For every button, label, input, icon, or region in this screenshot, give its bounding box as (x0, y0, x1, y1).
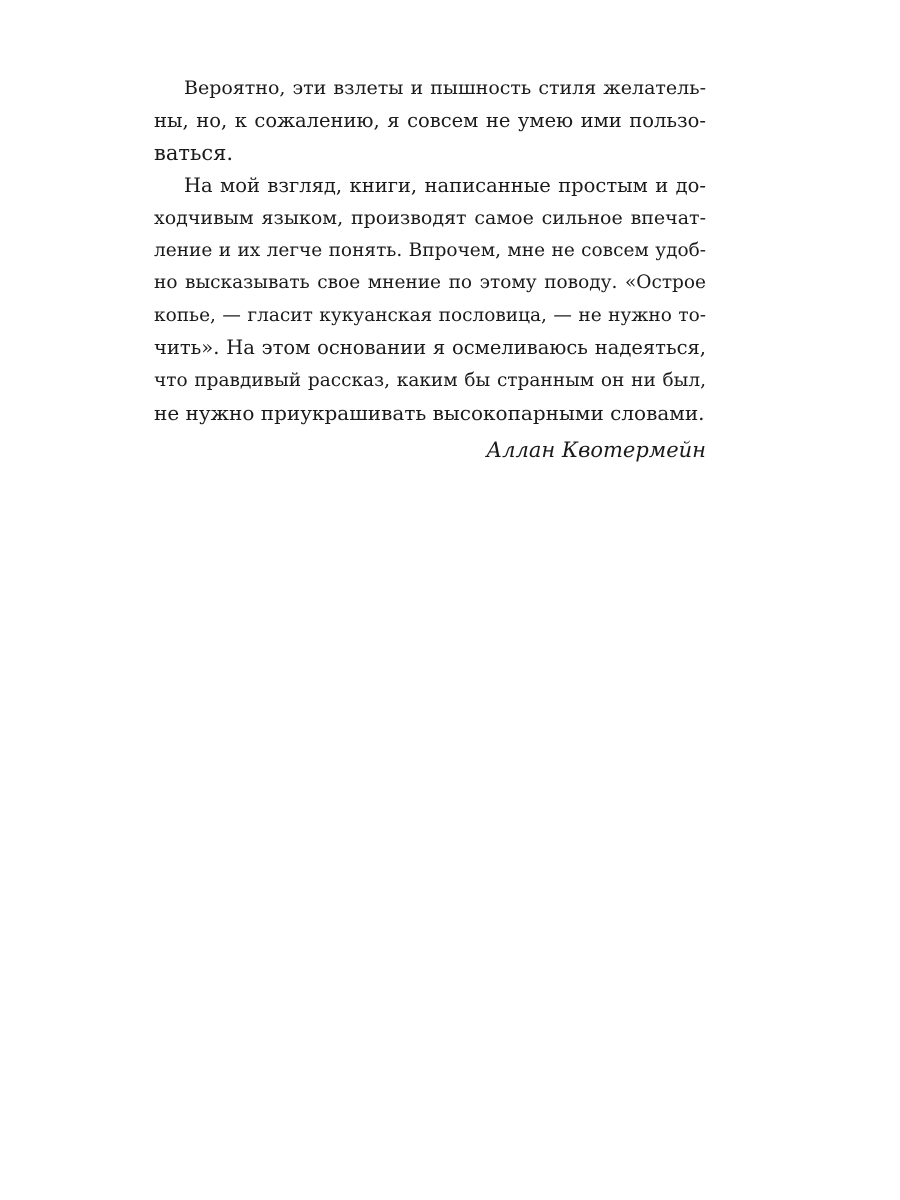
text-line: На мой взгляд, книги, написанные простым и до- (184, 173, 706, 197)
text-line: что правдивый рассказ, каким бы странным он ни был, (154, 369, 706, 391)
text-block (154, 72, 706, 470)
text-line: ление и их легче понять. Впрочем, мне не совсем удоб- (154, 239, 706, 261)
author-signature: Аллан Квотермейн (486, 437, 706, 462)
text-line: но высказывать свое мнение по этому поводу. «Острое (154, 272, 706, 293)
text-line: копье, — гласит кукуанская пословица, — не нужно то- (154, 304, 706, 326)
text-line: не нужно приукрашивать высокопарными словами. (154, 401, 705, 425)
paragraph-2 (154, 170, 706, 430)
text-line: ны, но, к сожалению, я совсем не умею ими пользо- (154, 108, 706, 132)
text-line: ходчивым языком, производят самое сильное впечат- (154, 207, 706, 229)
text-line: чить». На этом основании я осмеливаюсь надеяться, (154, 336, 706, 359)
text-line: Вероятно, эти взлеты и пышность стиля желатель- (184, 77, 706, 99)
text-line: ваться. (154, 141, 234, 165)
paragraph-1 (154, 72, 706, 170)
